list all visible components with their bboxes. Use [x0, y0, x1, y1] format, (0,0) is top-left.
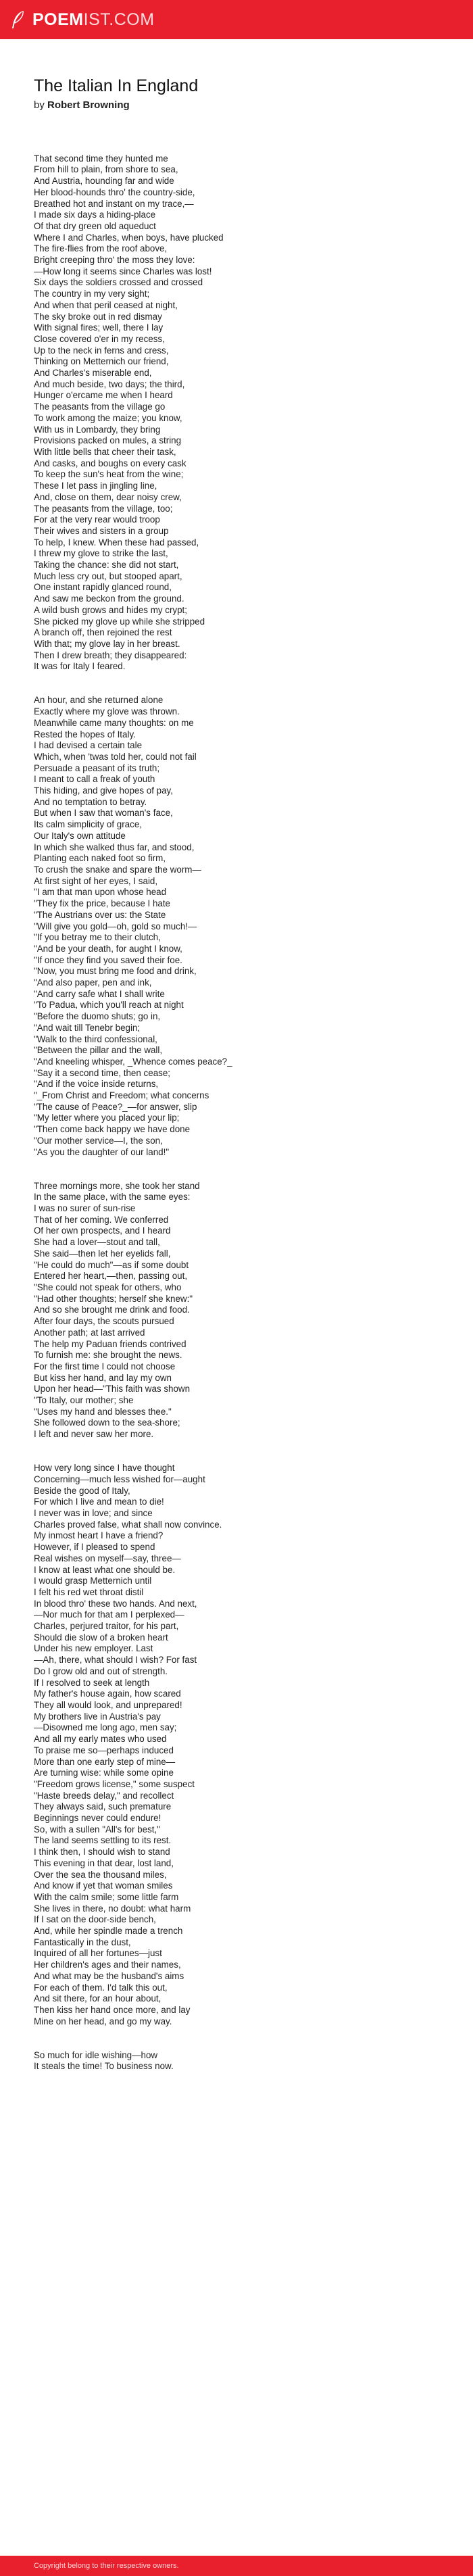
poem-stanza: So much for idle wishing—how It steals the time! To business now.: [34, 2049, 174, 2072]
logo-wordmark-bold: POEM: [32, 9, 84, 29]
footer-copyright: Copyright belong to their respective owners.: [34, 2562, 179, 2570]
site-logo[interactable]: [11, 10, 155, 29]
poem-stanza: Three mornings more, she took her stand In the same place, with the same eyes: I was no surer of sun-rise That of her coming. We conferred Of her own prospects, and I heard She had a lover—stout and tall, She said—then let her eyelids fall, "He could do much"—as if some doubt Entered her heart,—then, passing out, "She could not speak for others, who "Had other thoughts; herself she knew:" And so she brought me drink and food. After four days, the scouts pursued Another path; at last arrived The help my Paduan friends contrived To furnish me: she brought the news. For the first time I could not choose But kiss her hand, and lay my own Upon her head—"This faith was shown "To Italy, our mother; she "Uses my hand and blesses thee." She followed down to the sea-shore; I left and never saw her more.: [34, 1180, 200, 1440]
site-header: [0, 0, 473, 39]
poem-article: [34, 76, 439, 2095]
byline-prefix: by: [34, 99, 45, 111]
poem-author[interactable]: Robert Browning: [47, 99, 130, 111]
poem-stanza: That second time they hunted me From hill to plain, from shore to sea, And Austria, hounding far and wide Her blood-hounds thro' the country-side, Breathed hot and instant on my trace,— I made six days a hiding-place Of that dry green old aqueduct Where I and Charles, when boys, have plucked The fire-flies from the roof above, Bright creeping thro' the moss they love: —How long it seems since Charles was lost! Six days the soldiers crossed and crossed The country in my very sight; And when that peril ceased at night, The sky broke out in red dismay With signal fires; well, there I lay Close covered o'er in my recess, Up to the neck in ferns and cress, Thinking on Metternich our friend, And Charles's miserable end, And much beside, two days; the third, Hunger o'ercame me when I heard The peasants from the village go To work among the maize; you know, With us in Lombardy, they bring Provisions packed on mules, a string With little bells that cheer their task, And casks, and boughs on every cask To keep the sun's heat from the wine; These I let pass in jingling line, And, close on them, dear noisy crew, The peasants from the village, too; For at the very rear would troop Their wives and sisters in a group To help, I knew. When these had passed, I threw my glove to strike the last, Taking the chance: she did not start, Much less cry out, but stooped apart, One instant rapidly glanced round, And saw me beckon from the ground. A wild bush grows and hides my crypt; She picked my glove up while she stripped A branch off, then rejoined the rest With that; my glove lay in her breast. Then I drew breath; they disappeared: It was for Italy I feared.: [34, 153, 224, 672]
logo-wordmark-light: IST.COM: [83, 9, 155, 29]
poem-stanza: An hour, and she returned alone Exactly where my glove was thrown. Meanwhile came many thoughts: on me Rested the hopes of Italy. I had devised a certain tale Which, when 'twas told her, could not fail Persuade a peasant of its truth; I meant to call a freak of youth This hiding, and give hopes of pay, And no temptation to betray. But when I saw that woman's face, Its calm simplicity of grace, Our Italy's own attitude In which she walked thus far, and stood, Planting each naked foot so firm, To crush the snake and spare the worm— At first sight of her eyes, I said, "I am that man upon whose head "They fix the price, because I hate "The Austrians over us: the State "Will give you gold—oh, gold so much!— "If you betray me to their clutch, "And be your death, for aught I know, "If once they find you saved their foe. "Now, you must bring me food and drink, "And also paper, pen and ink, "And carry safe what I shall write "To Padua, which you'll reach at night "Before the duomo shuts; go in, "And wait till Tenebr begin; "Walk to the third confessional, "Between the pillar and the wall, "And kneeling whisper, _Whence comes peace?_ "Say it a second time, then cease; "And if the voice inside returns, "_From Christ and Freedom; what concerns "The cause of Peace?_—for answer, slip "My letter where you placed your lip; "Then come back happy we have done "Our mother service—I, the son, "As you the daughter of our land!": [34, 695, 232, 1157]
quill-pen-icon: [11, 10, 26, 29]
poem-byline: [34, 99, 439, 112]
site-footer: [0, 2556, 473, 2576]
poem-title: The Italian In England: [34, 76, 199, 95]
poem-stanza: How very long since I have thought Concerning—much less wished for—aught Beside the good of Italy, For which I live and mean to die! I never was in love; and since Charles proved false, what shall now convince. My inmost heart I have a friend? However, if I pleased to spend Real wishes on myself—say, three— I know at least what one should be. I would grasp Metternich until I felt his red wet throat distil In blood thro' these two hands. And next, —Nor much for that am I perplexed— Charles, perjured traitor, for his part, Should die slow of a broken heart Under his new employer. Last —Ah, there, what should I wish? For fast Do I grow old and out of strength. If I resolved to seek at length My father's house again, how scared They all would look, and unprepared! My brothers live in Austria's pay —Disowned me long ago, men say; And all my early mates who used To praise me so—perhaps induced More than one early step of mine— Are turning wise: while some opine "Freedom grows license," some suspect "Haste breeds delay," and recollect They always said, such premature Beginnings never could endure! So, with a sullen "All's for best," The land seems settling to its rest. I think then, I should wish to stand This evening in that dear, lost land, Over the sea the thousand miles, And know if yet that woman smiles With the calm smile; some little farm She lives in there, no doubt: what harm If I sat on the door-side bench, And, while her spindle made a trench Fantastically in the dust, Inquired of all her fortunes—just Her children's ages and their names, And what may be the husband's aims For each of them. I'd talk this out, And sit there, for an hour about, Then kiss her hand once more, and lay Mine on her head, and go my way.: [34, 1463, 222, 2026]
logo-wordmark: [32, 11, 155, 28]
poem-body: [34, 142, 439, 2095]
